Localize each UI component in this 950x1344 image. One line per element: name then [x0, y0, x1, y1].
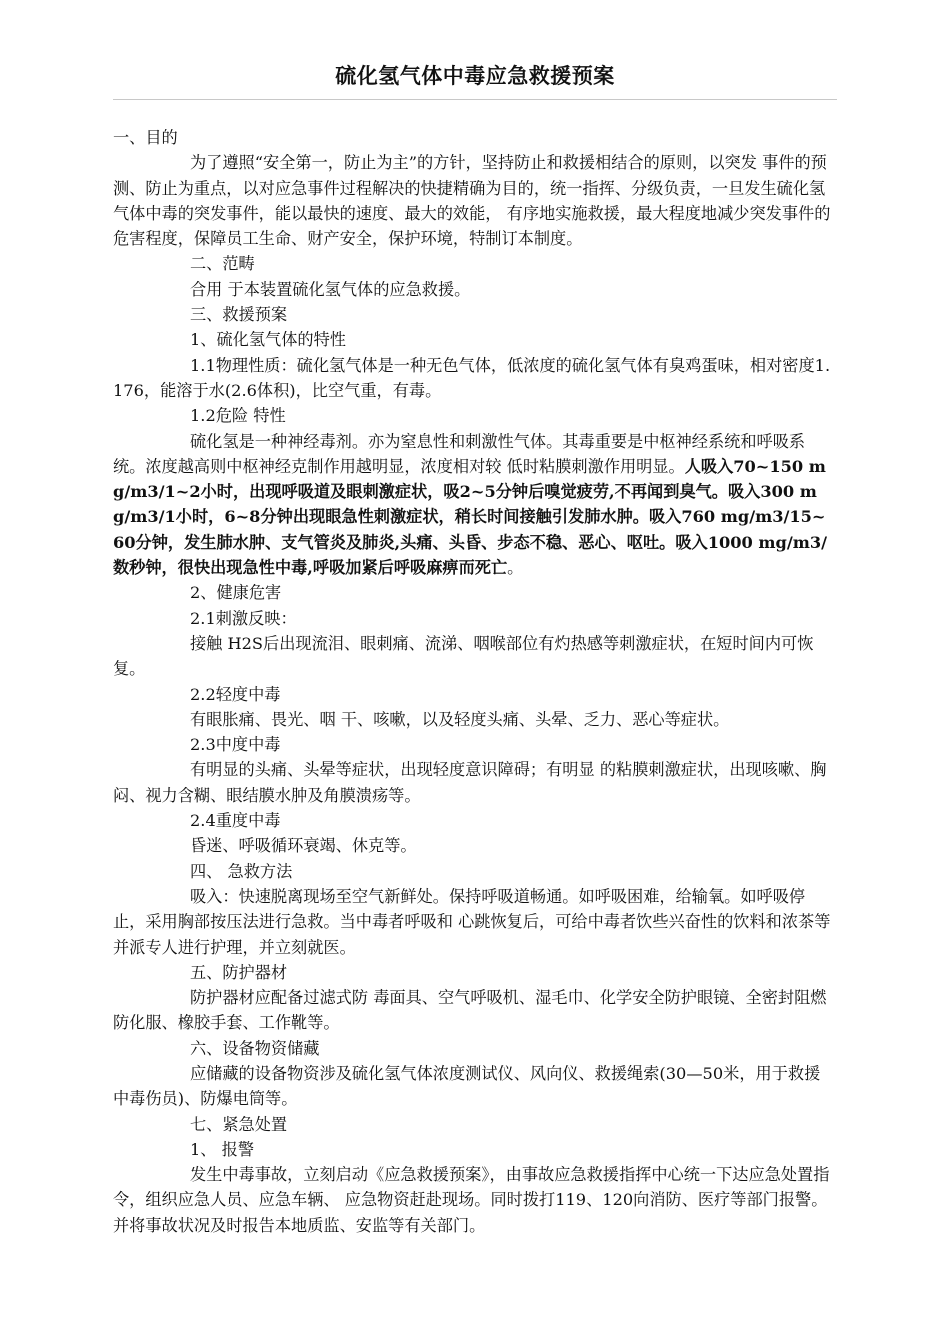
paragraph-protective-equipment: 防护器材应配备过滤式防 毒面具、空气呼吸机、湿毛巾、化学安全防护眼镜、全密封阻燃防化服、橡胶手套、工作靴等。: [113, 988, 827, 1033]
paragraph-purpose: 为了遵照“安全第一，防止为主”的方针，坚持防止和救援相结合的原则，以突发 事件的预测、防止为重点，以对应急事件过程解决的快捷精确为目的，统一指挥、分级负责，一旦发生硫化氢气体中毒的突发事件，能以最快的速度、最大的效能， 有序地实施救援，最大程度地减少突发事件的危害程度，保障员工生命、财产安全，保护环境，特制订本制度。: [113, 153, 831, 249]
paragraph-physical-properties: 1.1物理性质：硫化氢气体是一种无色气体，低浓度的硫化氢气体有臭鸡蛋味，相对密度1.176，能溶于水(2.6体积)，比空气重，有毒。: [113, 355, 831, 400]
section-heading-emergency-handling: 七、紧急处置: [190, 1114, 288, 1134]
section-heading-first-aid: 四、 急救方法: [190, 861, 293, 881]
title-divider: [113, 99, 837, 100]
paragraph-scope: 合用 于本装置硫化氢气体的应急救援。: [190, 279, 471, 299]
subheading-health-hazards: 2、健康危害: [190, 583, 282, 603]
subheading-h2s-properties: 1、硫化氢气体的特性: [190, 330, 346, 350]
paragraph-hazard-properties: [113, 429, 833, 581]
hazard-text-bold: 人吸入70~150 mg/m3/1~2小时，出现呼吸道及眼刺激症状，吸2~5分钟后嗅觉疲劳,不再闻到臭气。吸入300 mg/m3/1小时，6~8分钟出现眼急性刺激症状，稍长时间接触引发肺水肿。吸入760 mg/m3/15~60分钟，发生肺水肿、支气管炎及肺炎,头痛、头昏、步态不稳、恶心、呕吐。吸入1000 mg/m3/数秒钟，很快出现急性中毒,呼吸加紧后呼吸麻痹而死亡: [113, 456, 828, 578]
hazard-text-plain: 硫化氢是一种神经毒剂。亦为窒息性和刺激性气体。其毒重要是中枢神经系统和呼吸系统。浓度越高则中枢神经克制作用越明显，浓度相对较 低时粘膜刺激作用明显。: [113, 431, 806, 476]
paragraph-mild-poisoning: 有眼胀痛、畏光、咽 干、咳嗽，以及轻度头痛、头晕、乏力、恶心等症状。: [190, 709, 730, 729]
section-heading-protective-equipment: 五、防护器材: [190, 962, 288, 982]
document-body: [113, 125, 833, 1238]
hazard-text-end: 。: [507, 558, 524, 578]
section-heading-equipment-storage: 六、设备物资储藏: [190, 1038, 320, 1058]
paragraph-equipment-storage: 应储藏的设备物资涉及硫化氢气体浓度测试仪、风向仪、救援绳索(30—50米，用于救援中毒伤员)、防爆电筒等。: [113, 1063, 821, 1109]
subheading-mild-poisoning: 2.2轻度中毒: [190, 684, 281, 704]
subheading-severe-poisoning: 2.4重度中毒: [190, 811, 281, 831]
paragraph-irritation: 接触 H2S后出现流泪、眼刺痛、流涕、咽喉部位有灼热感等刺激症状，在短时间内可恢复。: [113, 633, 814, 679]
paragraph-alarm: 发生中毒事故，立刻启动《应急救援预案》，由事故应急救援指挥中心统一下达应急处置指令，组织应急人员、应急车辆、 应急物资赶赴现场。同时拨打119、120向消防、医疗等部门报警。并将事故状况及时报告本地质监、安监等有关部门。: [113, 1165, 830, 1235]
section-heading-scope: 二、范畴: [190, 254, 255, 274]
subheading-alarm: 1、 报警: [190, 1139, 255, 1159]
section-heading-purpose: 一、目的: [113, 128, 178, 147]
subheading-irritation: 2.1刺激反映：: [190, 608, 297, 628]
subheading-hazard-properties: 1.2危险 特性: [190, 406, 286, 426]
document-title: 硫化氢气体中毒应急救援预案: [335, 64, 615, 88]
subheading-moderate-poisoning: 2.3中度中毒: [190, 735, 281, 755]
paragraph-moderate-poisoning: 有明显的头痛、头晕等症状，出现轻度意识障碍；有明显 的粘膜刺激症状，出现咳嗽、胸闷、视力含糊、眼结膜水肿及角膜溃疡等。: [113, 760, 827, 805]
section-heading-rescue-plan: 三、救援预案: [190, 305, 288, 325]
paragraph-severe-poisoning: 昏迷、呼吸循环衰竭、休克等。: [190, 836, 417, 856]
paragraph-first-aid: 吸入：快速脱离现场至空气新鲜处。保持呼吸道畅通。如呼吸困难，给输氧。如呼吸停止，采用胸部按压法进行急救。当中毒者呼吸和 心跳恢复后，可给中毒者饮些兴奋性的饮料和浓茶等并派专人进行护理，并立刻就医。: [113, 886, 831, 957]
